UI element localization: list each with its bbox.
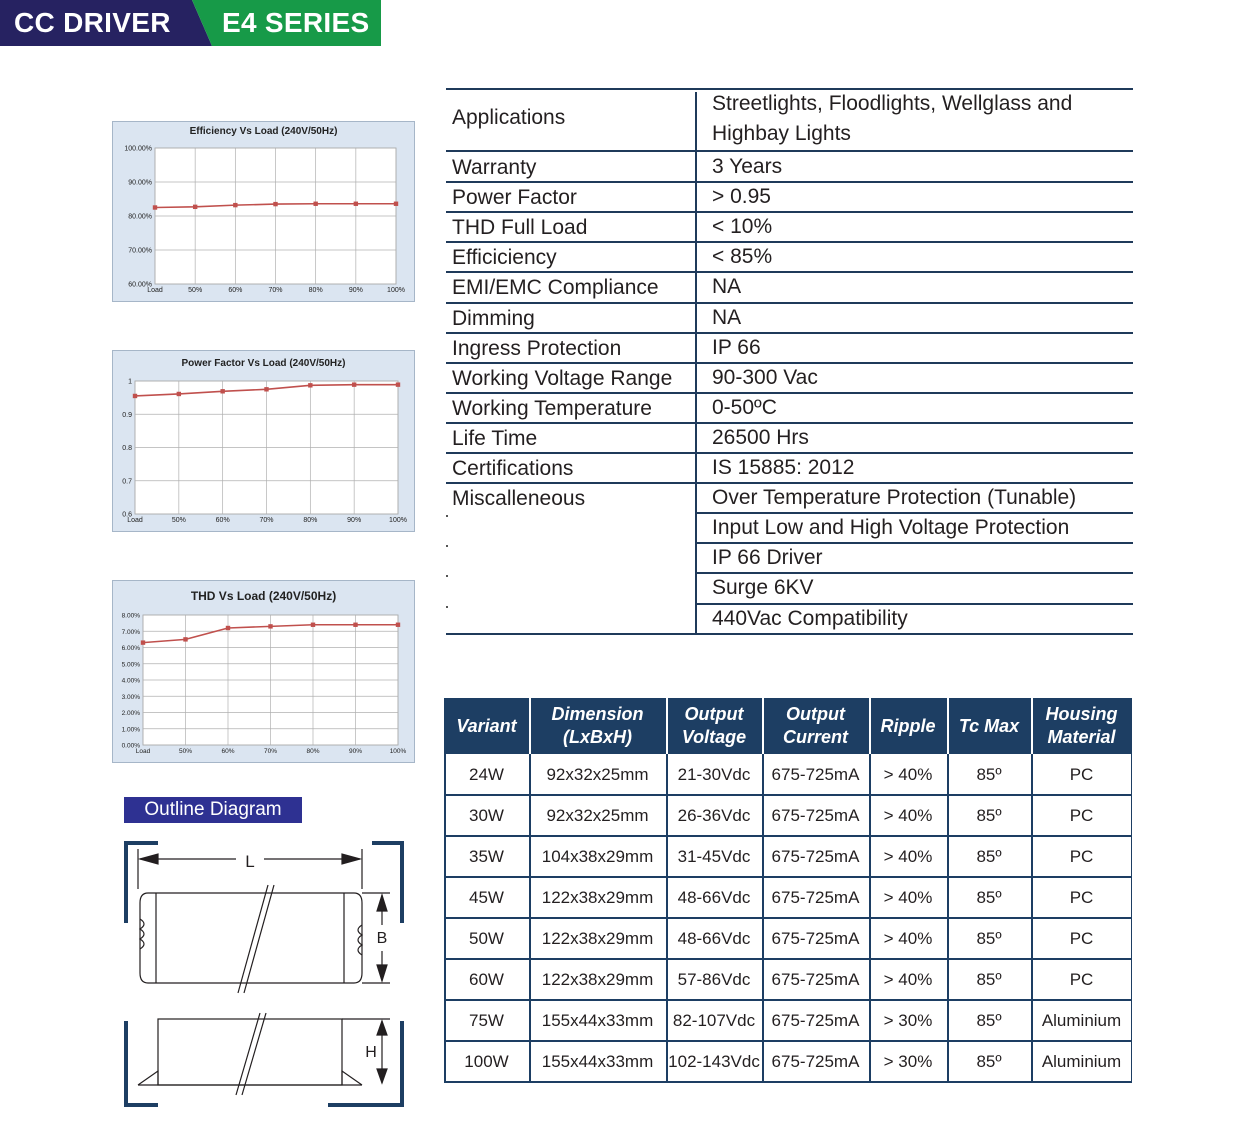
spec-key: Certifications [452,457,574,480]
breadth-label: B [376,930,388,947]
data-point [233,203,237,207]
chart-plot [113,122,416,303]
x-tick-label: 80% [303,517,318,524]
table-cell: 122x38x29mm [541,887,654,907]
table-cell: 85º [976,805,1002,825]
spec-row [446,182,1133,212]
data-point [193,205,197,209]
table-cell: 45W [469,887,504,907]
x-tick-label: 90% [348,287,363,294]
x-tick-label: 90% [347,517,362,524]
table-cell: 122x38x29mm [541,928,654,948]
data-point [394,202,398,206]
table-cell: 85º [976,887,1002,907]
spec-value: 3 Years [712,155,783,178]
table-cell: 85º [976,928,1002,948]
data-point [396,623,400,627]
table-cell: 675-725mA [771,1010,860,1030]
x-tick-label: 90% [348,748,363,755]
table-cell: > 30% [883,1051,933,1071]
chart-title: Efficiency Vs Load (240V/50Hz) [189,126,338,137]
column-header: Dimension (LxBxH) [551,704,644,747]
table-cell: PC [1069,764,1094,784]
header-divider [666,698,668,754]
column-divider [947,754,949,1082]
column-divider [529,754,531,1082]
x-tick-label: Load [147,287,163,294]
table-cell: 102-143Vdc [668,1051,760,1071]
data-point [353,623,357,627]
spec-value: > 0.95 [712,185,771,209]
spec-value: Over Temperature Protection (Tunable) [712,486,1077,510]
data-point [220,389,224,393]
column-header: Output Current [782,704,848,747]
spec-row [446,212,1133,242]
chart-title: THD Vs Load (240V/50Hz) [190,589,337,603]
header-divider [529,698,531,754]
table-cell: > 40% [883,928,933,948]
spec-value: Surge 6KV [712,576,814,600]
table-cell: 675-725mA [771,805,860,825]
spec-key: Warranty [452,156,537,179]
table-cell: 675-725mA [771,846,860,866]
table-cell: 155x44x33mm [541,1010,654,1030]
spec-key: Efficiciency [452,246,557,270]
spec-row [446,453,1133,483]
column-divider [1031,754,1033,1082]
table-cell: 675-725mA [771,1051,860,1071]
thd-chart [112,580,415,763]
x-tick-label: 70% [263,748,278,755]
table-cell: 85º [976,969,1002,989]
y-tick-label: 4.00% [121,677,140,685]
spec-row [446,90,1133,150]
y-tick-label: 6.00% [121,645,140,652]
column-divider [869,754,871,1082]
y-tick-label: 70.00% [128,247,152,255]
spec-row [446,333,1133,363]
y-tick-label: 7.00% [121,628,140,636]
variant-table-header [444,698,1132,754]
table-cell: 24W [469,764,504,784]
spec-key: Ingress Protection [452,336,622,360]
y-tick-label: 90.00% [128,179,152,187]
x-tick-label: Load [127,517,143,524]
y-tick-label: 1 [128,378,132,386]
spec-value: Streetlights, Floodlights, Wellglass and [712,92,1073,115]
height-dimension [377,1021,387,1083]
y-tick-label: 2.00% [121,710,140,717]
series-label: E4 SERIES [222,7,370,38]
spec-value: 440Vac Compatibility [712,606,908,630]
table-cell: 85º [976,846,1002,866]
spec-key: Working Voltage Range [452,366,673,390]
y-tick-label: 100.00% [124,145,152,153]
table-cell: 21-30Vdc [677,764,751,784]
table-cell: 675-725mA [771,887,860,907]
table-cell: 48-66Vdc [677,928,751,948]
table-cell: 30W [469,805,504,825]
table-cell: 50W [469,928,504,948]
table-cell: 104x38x29mm [541,846,654,866]
table-cell: 57-86Vdc [677,969,751,989]
column-divider [444,754,446,1082]
data-point [352,382,356,386]
column-divider [762,754,764,1082]
x-tick-label: 70% [268,287,283,294]
top-view [140,885,390,993]
data-point [177,392,181,396]
spec-row [446,543,1133,573]
y-tick-label: 1.00% [121,726,140,734]
data-point [308,383,312,387]
bullet-mark [446,575,448,577]
y-tick-label: 0.6 [122,511,132,519]
chart-plot [113,351,416,533]
spec-value: 90-300 Vac [712,365,818,389]
table-cell: 675-725mA [771,969,860,989]
table-cell: Aluminium [1041,1051,1122,1071]
data-point [226,626,230,630]
table-cell: PC [1069,887,1094,907]
outline-diagram-label: Outline Diagram [124,797,302,823]
header-banner [0,0,384,48]
outline-drawing [118,833,414,1113]
spec-row [446,604,1133,634]
table-cell: 75W [469,1010,504,1030]
spec-row [446,573,1133,603]
table-cell: 675-725mA [771,928,860,948]
spec-row [446,272,1133,302]
spec-row [446,393,1133,423]
x-tick-label: 80% [308,287,323,294]
spec-row [446,152,1133,182]
x-tick-label: 80% [306,748,320,755]
spec-value: IS 15885: 2012 [712,456,855,479]
data-point [183,637,187,641]
table-cell: 82-107Vdc [672,1010,756,1030]
y-tick-label: 80.00% [128,213,152,221]
row-divider [446,633,1133,635]
spec-key: Working Temperature [452,396,652,420]
table-cell: PC [1069,928,1094,948]
data-point [354,202,358,206]
frame-brackets [126,843,402,1105]
bullet-mark [446,515,448,517]
table-cell: > 40% [883,764,933,784]
table-cell: 675-725mA [771,764,860,784]
length-label: L [245,852,255,871]
data-point [141,640,145,644]
spec-value: IP 66 [712,335,761,359]
table-cell: PC [1069,969,1094,989]
column-header: Tc Max [958,715,1020,736]
column-divider [666,754,668,1082]
data-point [153,205,157,209]
spec-row [446,513,1133,543]
table-cell: 122x38x29mm [541,969,654,989]
y-tick-label: 3.00% [121,693,140,701]
spec-key: Power Factor [452,186,577,210]
x-tick-label: 100% [389,748,407,755]
table-cell: > 40% [883,805,933,825]
header-divider [762,698,764,754]
x-tick-label: 100% [387,287,405,294]
x-tick-label: 60% [221,748,235,755]
y-tick-label: 0.9 [122,411,132,419]
table-cell: > 40% [883,887,933,907]
table-cell: 48-66Vdc [677,887,751,907]
header-divider [869,698,871,754]
bullet-mark [446,606,448,608]
spec-row [446,242,1133,272]
spec-value: IP 66 Driver [712,546,823,570]
column-header: Output Voltage [681,704,747,747]
table-cell: Aluminium [1041,1010,1122,1030]
header-divider [947,698,949,754]
header-divider [1031,698,1033,754]
column-header: Housing Material [1045,704,1118,747]
table-cell: 85º [976,764,1002,784]
chart-title: Power Factor Vs Load (240V/50Hz) [181,358,346,369]
x-tick-label: 70% [259,517,274,524]
spec-value: Input Low and High Voltage Protection [712,516,1070,540]
table-cell: PC [1069,846,1094,866]
column-divider [695,92,697,634]
row-divider [444,1081,1132,1083]
x-tick-label: 60% [228,287,243,294]
table-cell: 26-36Vdc [677,805,751,825]
column-header: Ripple [880,715,936,736]
table-cell: 92x32x25mm [546,764,649,784]
y-tick-label: 5.00% [121,661,140,669]
spec-key: EMI/EMC Compliance [452,276,659,300]
table-cell: > 40% [883,846,933,866]
table-cell: 31-45Vdc [677,846,751,866]
spec-row [446,303,1133,333]
y-tick-label: 0.7 [122,478,132,486]
column-divider [1131,754,1133,1082]
table-cell: 155x44x33mm [541,1051,654,1071]
table-cell: 60W [469,969,504,989]
side-view [138,1013,390,1095]
x-tick-label: 60% [215,517,230,524]
x-tick-label: 50% [188,287,203,294]
y-tick-label: 0.8 [122,445,132,452]
table-cell: 35W [469,846,504,866]
spec-row [446,483,1133,513]
spec-key: Dimming [452,306,535,330]
height-label: H [365,1044,377,1061]
outline-diagram [118,833,414,1113]
column-header: Variant [456,715,517,736]
efficiency-chart [112,121,415,302]
product-category-label: CC DRIVER [14,7,171,38]
spec-value: 0-50ºC [712,395,777,419]
x-tick-label: 50% [171,517,186,524]
variant-table [444,698,1132,1082]
bullet-mark [446,545,448,547]
y-tick-label: 60.00% [128,281,152,289]
y-tick-label: 8.00% [121,612,140,620]
spec-key: Miscalleneous [452,487,586,511]
data-point [313,202,317,206]
chart-plot [113,581,416,764]
data-point [133,394,137,398]
table-cell: 92x32x25mm [546,805,649,825]
table-cell: 85º [976,1051,1002,1071]
spec-value: 26500 Hrs [712,425,809,449]
table-cell: 85º [976,1010,1002,1030]
spec-value: NA [712,275,742,299]
table-cell: > 40% [883,969,933,989]
spec-key: Life Time [452,426,538,450]
power-factor-chart [112,350,415,532]
data-point [268,624,272,628]
spec-value: < 10% [712,215,773,239]
x-tick-label: Load [135,748,151,755]
table-cell: PC [1069,805,1094,825]
x-tick-label: 100% [389,517,407,524]
data-point [396,382,400,386]
table-cell: 100W [464,1051,509,1071]
data-point [273,202,277,206]
spec-row [446,423,1133,453]
y-tick-label: 0.00% [121,742,140,750]
spec-value: < 85% [712,245,773,269]
x-tick-label: 50% [178,748,193,755]
table-cell: > 30% [883,1010,933,1030]
spec-key: Applications [452,106,566,129]
spec-value: NA [712,305,742,329]
spec-value: Highbay Lights [712,122,851,145]
data-point [311,623,315,627]
spec-key: THD Full Load [452,216,588,240]
spec-row [446,363,1133,393]
data-point [264,387,268,391]
